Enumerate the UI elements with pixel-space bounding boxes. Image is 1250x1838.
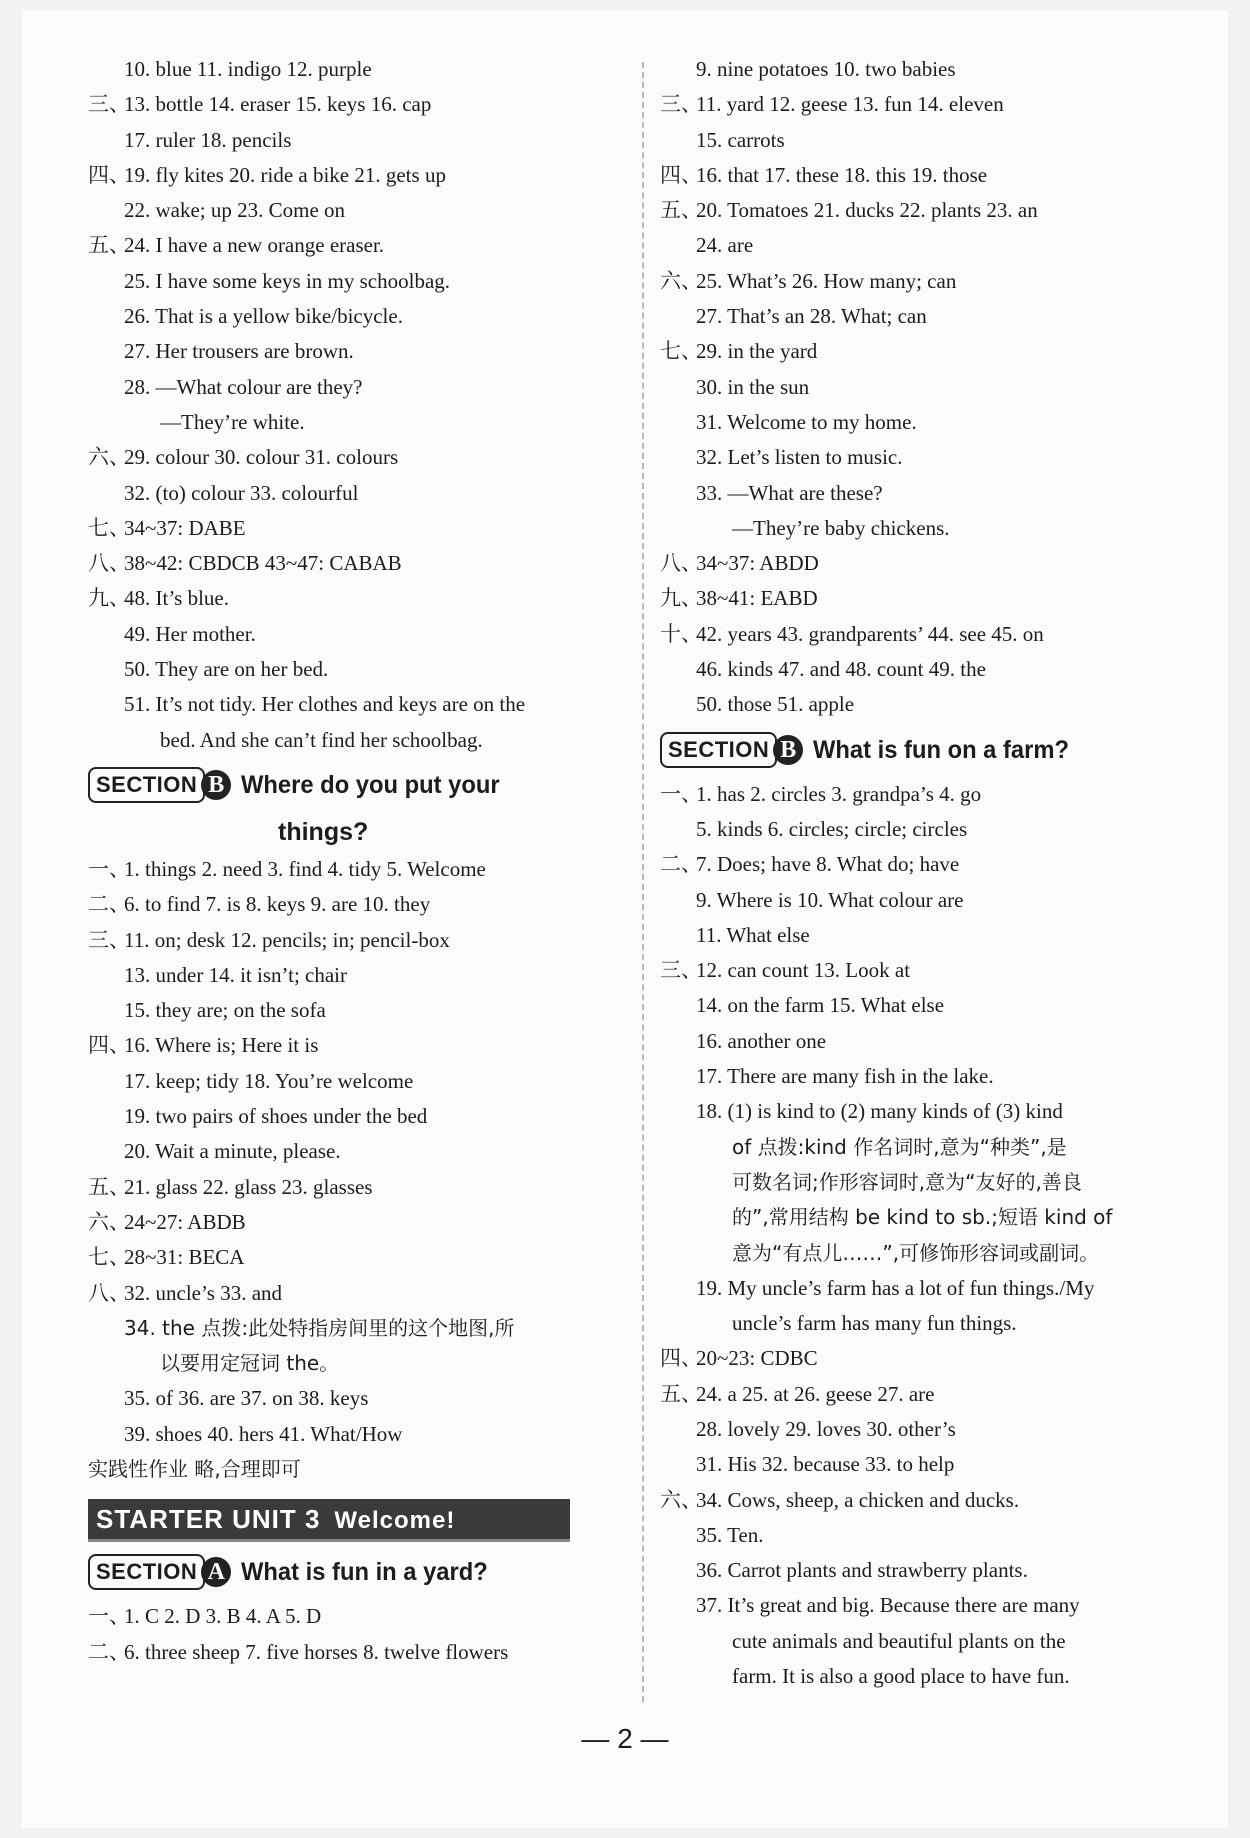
answer-text: 38~42: CBDCB 43~47: CABAB — [124, 551, 402, 576]
answer-text: 38~41: EABD — [696, 586, 818, 611]
answer-text: 6. three sheep 7. five horses 8. twelve flowers — [124, 1639, 509, 1664]
answer-line — [660, 1200, 1210, 1235]
section-header — [88, 1548, 638, 1596]
answer-key-page — [22, 10, 1228, 1828]
answer-text: 26. That is a yellow bike/bicycle. — [124, 304, 403, 329]
answer-line — [88, 1134, 638, 1169]
answer-line — [660, 1094, 1210, 1129]
answer-text: 35. Ten. — [696, 1522, 764, 1547]
answer-text: 7. Does; have 8. What do; have — [696, 852, 960, 877]
question-group-marker: 三、 — [88, 927, 130, 952]
answer-line — [660, 1236, 1210, 1271]
answer-text: 11. What else — [696, 922, 810, 947]
answer-text: 15. they are; on the sofa — [124, 998, 326, 1023]
answer-text: 13. under 14. it isn’t; chair — [124, 962, 347, 987]
answer-line — [660, 652, 1210, 687]
question-group-marker: 五、 — [660, 198, 702, 223]
answer-text: 19. My uncle’s farm has a lot of fun things./My — [696, 1275, 1095, 1300]
unit-banner — [88, 1499, 570, 1542]
answer-text: 5. kinds 6. circles; circle; circles — [696, 816, 968, 841]
answer-text: —They’re white. — [160, 409, 305, 434]
question-group-marker: 二、 — [660, 852, 702, 877]
answer-text: 34. Cows, sheep, a chicken and ducks. — [696, 1487, 1020, 1512]
answer-line — [660, 158, 1210, 193]
answer-line — [88, 1381, 638, 1416]
answer-line — [88, 1346, 638, 1381]
answer-line — [88, 334, 638, 369]
answer-text: 24~27: ABDB — [124, 1209, 246, 1234]
answer-text: 14. on the farm 15. What else — [696, 993, 945, 1018]
answer-line — [88, 1311, 638, 1346]
answer-text: cute animals and beautiful plants on the — [732, 1628, 1066, 1653]
answer-text: 27. Her trousers are brown. — [124, 339, 354, 364]
answer-line — [88, 87, 638, 122]
question-group-marker: 三、 — [660, 958, 702, 983]
answer-text: 46. kinds 47. and 48. count 49. the — [696, 657, 986, 682]
answer-line — [88, 158, 638, 193]
answer-line — [88, 1276, 638, 1311]
section-letter-badge: B — [201, 770, 231, 800]
answer-text: 20. Wait a minute, please. — [124, 1139, 341, 1164]
answer-line — [88, 405, 638, 440]
answer-text: 50. They are on her bed. — [124, 657, 329, 682]
answer-line — [660, 687, 1210, 722]
answer-line — [88, 476, 638, 511]
answer-text: 1. things 2. need 3. find 4. tidy 5. Welcome — [124, 856, 486, 881]
answer-line — [88, 370, 638, 405]
answer-text: 25. I have some keys in my schoolbag. — [124, 268, 451, 293]
answer-line — [660, 847, 1210, 882]
answer-text: 34~37: DABE — [124, 515, 246, 540]
answer-line — [660, 370, 1210, 405]
answer-line — [88, 52, 638, 87]
answer-line — [88, 123, 638, 158]
answer-line — [660, 918, 1210, 953]
answer-text: 42. years 43. grandparents’ 44. see 45. on — [696, 621, 1044, 646]
answer-text: 34. the 点拨:此处特指房间里的这个地图,所 — [124, 1315, 515, 1340]
section-title: What is fun in a yard? — [241, 1558, 489, 1587]
answer-text: 32. uncle’s 33. and — [124, 1280, 283, 1305]
section-title: Where do you put your — [241, 770, 500, 799]
answer-line — [660, 953, 1210, 988]
answer-text: 25. What’s 26. How many; can — [696, 268, 957, 293]
answer-text: 37. It’s great and big. Because there are many — [696, 1593, 1080, 1618]
question-group-marker: 一、 — [660, 781, 702, 806]
answer-text: 17. There are many fish in the lake. — [696, 1064, 994, 1089]
answer-text: 35. of 36. are 37. on 38. keys — [124, 1386, 369, 1411]
answer-line — [88, 993, 638, 1028]
answer-line — [88, 958, 638, 993]
answer-line — [88, 299, 638, 334]
column-divider — [642, 62, 644, 1702]
answer-text: 50. those 51. apple — [696, 692, 855, 717]
answer-line — [88, 617, 638, 652]
question-group-marker: 九、 — [660, 586, 702, 611]
answer-text: uncle’s farm has many fun things. — [732, 1311, 1017, 1336]
answer-line — [88, 228, 638, 263]
answer-line — [88, 264, 638, 299]
answer-line — [660, 299, 1210, 334]
answer-line — [660, 1518, 1210, 1553]
answer-text: farm. It is also a good place to have fun. — [732, 1664, 1070, 1689]
answer-text: 17. keep; tidy 18. You’re welcome — [124, 1068, 414, 1093]
question-group-marker: 八、 — [88, 1280, 130, 1305]
answer-text: 51. It’s not tidy. Her clothes and keys are on the — [124, 692, 526, 717]
answer-line — [88, 652, 638, 687]
answer-text: 24. a 25. at 26. geese 27. are — [696, 1381, 935, 1406]
unit-label: STARTER UNIT 3 — [96, 1504, 321, 1535]
answer-text: 49. Her mother. — [124, 621, 256, 646]
answer-line — [88, 581, 638, 616]
answer-text: 以要用定冠词 the。 — [160, 1351, 340, 1376]
answer-line — [660, 1624, 1210, 1659]
answer-line — [88, 887, 638, 922]
answer-text: bed. And she can’t find her schoolbag. — [160, 727, 483, 752]
answer-line — [660, 1306, 1210, 1341]
answer-text: 29. in the yard — [696, 339, 818, 364]
answer-text: 31. Welcome to my home. — [696, 409, 917, 434]
answer-line — [88, 923, 638, 958]
answer-line — [660, 264, 1210, 299]
question-group-marker: 八、 — [660, 551, 702, 576]
question-group-marker: 五、 — [88, 233, 130, 258]
question-group-marker: 七、 — [88, 515, 130, 540]
answer-text: 实践性作业 略,合理即可 — [88, 1456, 301, 1481]
answer-line — [660, 476, 1210, 511]
question-group-marker: 五、 — [88, 1174, 130, 1199]
answer-line — [88, 1205, 638, 1240]
section-letter-badge: A — [201, 1557, 231, 1587]
answer-line — [88, 687, 638, 722]
answer-line — [660, 1483, 1210, 1518]
question-group-marker: 五、 — [660, 1381, 702, 1406]
answer-line — [88, 1099, 638, 1134]
question-group-marker: 四、 — [660, 1346, 702, 1371]
answer-line — [660, 1377, 1210, 1412]
answer-line — [660, 1059, 1210, 1094]
answer-text: 6. to find 7. is 8. keys 9. are 10. they — [124, 892, 431, 917]
answer-text: 48. It’s blue. — [124, 586, 229, 611]
answer-text: 32. (to) colour 33. colourful — [124, 480, 359, 505]
answer-line — [660, 87, 1210, 122]
answer-line — [660, 511, 1210, 546]
answer-text: 1. C 2. D 3. B 4. A 5. D — [124, 1604, 322, 1629]
answer-line — [660, 1271, 1210, 1306]
question-group-marker: 八、 — [88, 551, 130, 576]
answer-text: 22. wake; up 23. Come on — [124, 198, 346, 223]
answer-text: 15. carrots — [696, 127, 785, 152]
answer-text: 12. can count 13. Look at — [696, 958, 911, 983]
answer-line — [660, 1588, 1210, 1623]
answer-text: 33. —What are these? — [696, 480, 883, 505]
answer-text: 16. Where is; Here it is — [124, 1033, 319, 1058]
answer-line — [660, 812, 1210, 847]
answer-line — [88, 1635, 638, 1670]
unit-subtitle: Welcome! — [334, 1507, 456, 1535]
answer-text: 21. glass 22. glass 23. glasses — [124, 1174, 373, 1199]
answer-line — [88, 1064, 638, 1099]
answer-text: 9. Where is 10. What colour are — [696, 887, 964, 912]
answer-line — [88, 546, 638, 581]
answer-line — [660, 1447, 1210, 1482]
answer-text: 20~23: CDBC — [696, 1346, 818, 1371]
answer-line — [660, 777, 1210, 812]
answer-line — [660, 1659, 1210, 1694]
answer-line — [88, 440, 638, 475]
answer-text: 13. bottle 14. eraser 15. keys 16. cap — [124, 92, 432, 117]
answer-line — [660, 1553, 1210, 1588]
answer-text: 17. ruler 18. pencils — [124, 127, 292, 152]
answer-text: 29. colour 30. colour 31. colours — [124, 445, 399, 470]
answer-line — [660, 581, 1210, 616]
section-letter-badge: B — [773, 735, 803, 765]
answer-line — [660, 193, 1210, 228]
answer-text: 18. (1) is kind to (2) many kinds of (3) kind — [696, 1099, 1063, 1124]
section-header — [660, 726, 1210, 774]
answer-line — [660, 228, 1210, 263]
answer-text: 11. on; desk 12. pencils; in; pencil-box — [124, 927, 450, 952]
question-group-marker: 六、 — [88, 445, 130, 470]
answer-line — [660, 1341, 1210, 1376]
section-header — [88, 761, 638, 809]
answer-text: 34~37: ABDD — [696, 551, 819, 576]
answer-line — [88, 1240, 638, 1275]
question-group-marker: 二、 — [88, 1639, 130, 1664]
answer-text: 意为“有点儿……”,可修饰形容词或副词。 — [732, 1240, 1100, 1265]
answer-line — [660, 123, 1210, 158]
question-group-marker: 九、 — [88, 586, 130, 611]
answer-text: 10. blue 11. indigo 12. purple — [124, 57, 372, 81]
answer-text: 19. fly kites 20. ride a bike 21. gets up — [124, 162, 446, 187]
answer-line — [88, 511, 638, 546]
answer-line — [660, 1412, 1210, 1447]
right-column — [660, 52, 1210, 1694]
answer-text: 的”,常用结构 be kind to sb.;短语 kind of — [732, 1205, 1113, 1230]
answer-text: 9. nine potatoes 10. two babies — [696, 57, 956, 81]
answer-text: 28. —What colour are they? — [124, 374, 363, 399]
answer-line — [660, 617, 1210, 652]
question-group-marker: 四、 — [88, 162, 130, 187]
section-label: SECTION — [88, 1554, 205, 1590]
answer-text: 16. another one — [696, 1028, 827, 1053]
question-group-marker: 六、 — [660, 1487, 702, 1512]
answer-line — [660, 52, 1210, 87]
answer-text: 31. His 32. because 33. to help — [696, 1452, 955, 1477]
section-label: SECTION — [660, 732, 777, 768]
answer-text: 36. Carrot plants and strawberry plants. — [696, 1558, 1028, 1583]
left-column — [88, 52, 638, 1670]
answer-text: 1. has 2. circles 3. grandpa’s 4. go — [696, 781, 982, 806]
question-group-marker: 十、 — [660, 621, 702, 646]
answer-text: 27. That’s an 28. What; can — [696, 304, 927, 329]
question-group-marker: 一、 — [88, 856, 130, 881]
question-group-marker: 二、 — [88, 892, 130, 917]
answer-line — [88, 1028, 638, 1063]
answer-line — [88, 1170, 638, 1205]
section-label: SECTION — [88, 767, 205, 803]
answer-line — [660, 1024, 1210, 1059]
question-group-marker: 六、 — [660, 268, 702, 293]
answer-line — [88, 1599, 638, 1634]
answer-line — [660, 1130, 1210, 1165]
section-title-continued: things? — [278, 817, 369, 846]
answer-line — [660, 1165, 1210, 1200]
answer-text: —They’re baby chickens. — [732, 515, 950, 540]
answer-text: 24. are — [696, 233, 754, 258]
answer-line — [660, 334, 1210, 369]
answer-text: 可数名词;作形容词时,意为“友好的,善良 — [732, 1169, 1082, 1194]
question-group-marker: 一、 — [88, 1604, 130, 1629]
answer-line — [660, 405, 1210, 440]
answer-text: 28. lovely 29. loves 30. other’s — [696, 1416, 956, 1441]
answer-text: 19. two pairs of shoes under the bed — [124, 1104, 428, 1129]
question-group-marker: 七、 — [88, 1245, 130, 1270]
answer-line — [660, 988, 1210, 1023]
answer-line — [660, 440, 1210, 475]
answer-text: 16. that 17. these 18. this 19. those — [696, 162, 988, 187]
question-group-marker: 三、 — [88, 92, 130, 117]
answer-text: 24. I have a new orange eraser. — [124, 233, 385, 258]
answer-text: 28~31: BECA — [124, 1245, 245, 1270]
answer-text: 30. in the sun — [696, 374, 810, 399]
page-number: — 2 — — [581, 1723, 669, 1754]
answer-text: of 点拨:kind 作名词时,意为“种类”,是 — [732, 1134, 1067, 1159]
section-title: What is fun on a farm? — [813, 735, 1070, 764]
answer-line — [88, 193, 638, 228]
answer-line — [660, 883, 1210, 918]
answer-line — [88, 1417, 638, 1452]
answer-text: 39. shoes 40. hers 41. What/How — [124, 1421, 403, 1446]
answer-line — [88, 852, 638, 887]
answer-text: 32. Let’s listen to music. — [696, 445, 903, 470]
question-group-marker: 六、 — [88, 1209, 130, 1234]
answer-text: 20. Tomatoes 21. ducks 22. plants 23. an — [696, 198, 1038, 223]
question-group-marker: 四、 — [88, 1033, 130, 1058]
answer-line — [88, 723, 638, 758]
question-group-marker: 三、 — [660, 92, 702, 117]
answer-text: 11. yard 12. geese 13. fun 14. eleven — [696, 92, 1004, 117]
question-group-marker: 四、 — [660, 162, 702, 187]
question-group-marker: 七、 — [660, 339, 702, 364]
answer-line — [660, 546, 1210, 581]
answer-line — [88, 1452, 638, 1487]
